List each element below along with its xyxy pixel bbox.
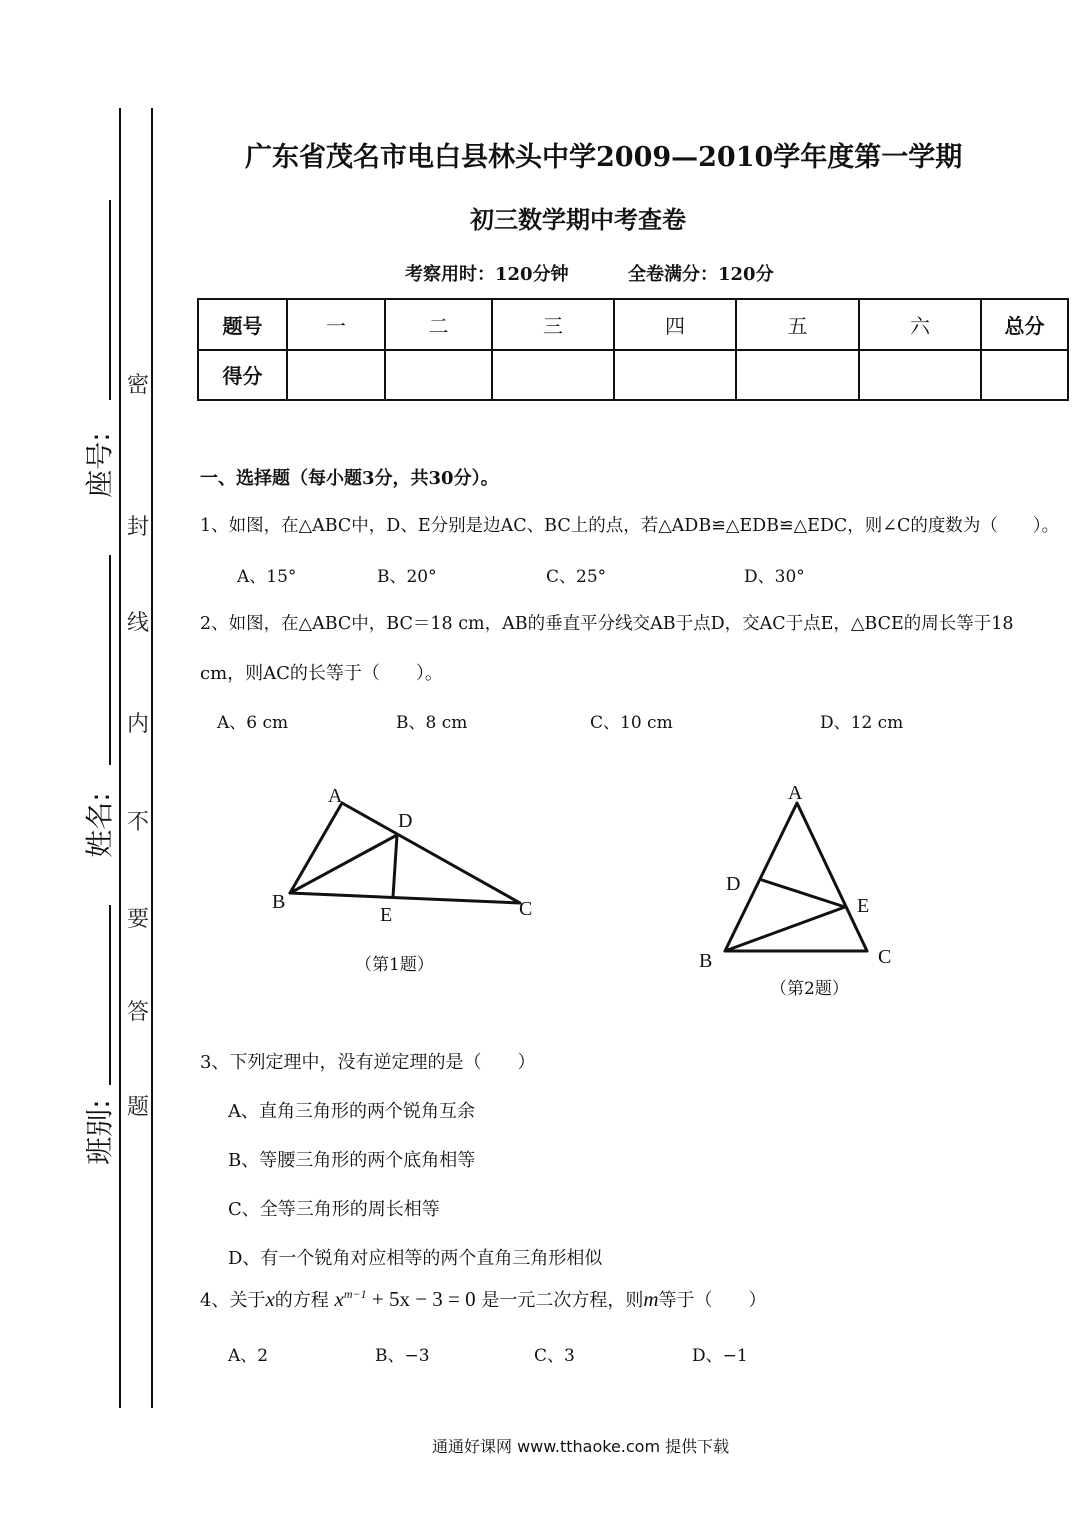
class-label: 班别: (83, 1099, 116, 1165)
binding-line-outer (119, 108, 121, 1408)
q4-prefix: 4、关于 (200, 1290, 266, 1311)
fig1-label-e: E (380, 904, 393, 926)
fig1-segment-de (393, 835, 397, 897)
cell-section-6: 六 (859, 299, 981, 350)
cell-total-label: 总分 (981, 299, 1068, 350)
q4-var-m: m (643, 1287, 659, 1311)
score-field-5[interactable] (736, 350, 859, 401)
fig2-label-d: D (726, 873, 741, 895)
seal-char-2: 封 (126, 515, 149, 540)
cell-question-number-label: 题号 (198, 299, 287, 350)
q1-option-b: B、20° (377, 567, 437, 587)
cell-section-2: 二 (385, 299, 492, 350)
exam-subtitle: 初三数学期中考查卷 (470, 205, 686, 234)
q4-eq-rest: + 5x − 3 = 0 (366, 1287, 476, 1311)
q4-option-c: C、3 (534, 1346, 575, 1366)
seal-char-4: 内 (126, 712, 149, 737)
q2-option-a: A、6 cm (217, 713, 289, 733)
seat-label: 座号: (83, 432, 116, 498)
seal-char-6: 要 (126, 907, 149, 932)
time-info: 考察用时：120分钟 (405, 264, 569, 285)
q2-option-d: D、12 cm (820, 713, 904, 733)
q4-option-a: A、2 (228, 1346, 269, 1366)
fig1-label-a: A (328, 785, 343, 807)
q4-eq-exponent: m−1 (343, 1287, 367, 1301)
binding-line-inner (151, 108, 153, 1408)
q1-option-c: C、25° (546, 567, 607, 587)
fig2-segment-de (762, 880, 845, 907)
q3-option-a: A、直角三角形的两个锐角互余 (228, 1101, 475, 1122)
score-field-6[interactable] (859, 350, 981, 401)
fig2-label-c: C (878, 946, 892, 968)
name-label: 姓名: (83, 792, 116, 858)
fig2-label-e: E (857, 895, 870, 917)
score-info: 全卷满分：120分 (628, 264, 774, 285)
score-table-header-row (198, 299, 1068, 350)
class-underline (109, 905, 111, 1085)
seal-char-1: 密 (126, 373, 149, 398)
name-underline (109, 555, 111, 765)
q4-option-d: D、−1 (692, 1346, 748, 1366)
question-4-text (200, 1286, 767, 1312)
q4-var-x: x (265, 1287, 275, 1311)
exam-title: 广东省茂名市电白县林头中学2009—2010学年度第一学期 (245, 142, 963, 173)
cell-section-4: 四 (614, 299, 736, 350)
score-field-2[interactable] (385, 350, 492, 401)
seal-char-8: 题 (126, 1095, 149, 1120)
figure-2-caption: （第2题） (770, 979, 849, 999)
figure-1-caption: （第1题） (355, 955, 434, 975)
score-table (197, 298, 1069, 401)
q4-option-b: B、−3 (375, 1346, 430, 1366)
question-3-text: 3、下列定理中，没有逆定理的是（ ） (200, 1052, 536, 1073)
seal-char-3: 线 (126, 611, 149, 636)
question-2-text-line1: 2、如图，在△ABC中，BC＝18 cm，AB的垂直平分线交AB于点D，交AC于点E，△BCE的周长等于18 (200, 614, 1014, 634)
score-field-total[interactable] (981, 350, 1068, 401)
cell-section-5: 五 (736, 299, 859, 350)
q4-end: 等于（ ） (658, 1290, 767, 1311)
fig1-label-d: D (398, 810, 413, 832)
fig1-label-c: C (519, 898, 533, 920)
section-1-heading: 一、选择题（每小题3分，共30分）。 (200, 468, 499, 489)
q1-option-a: A、15° (237, 567, 297, 587)
q2-option-c: C、10 cm (590, 713, 673, 733)
q3-option-d: D、有一个锐角对应相等的两个直角三角形相似 (228, 1248, 603, 1269)
figure-2-diagram (690, 775, 910, 975)
seat-underline (109, 200, 111, 400)
question-1-text: 1、如图，在△ABC中，D、E分别是边AC、BC上的点，若△ADB≌△EDB≌△EDC，则∠C的度数为（ ）。 (200, 516, 1060, 536)
fig2-triangle-abc (725, 803, 870, 951)
q4-equation (335, 1287, 476, 1311)
seal-char-5: 不 (126, 810, 149, 835)
footer-text: 通通好课网 www.tthaoke.com 提供下载 (432, 1437, 730, 1456)
q3-option-c: C、全等三角形的周长相等 (228, 1199, 440, 1220)
score-field-4[interactable] (614, 350, 736, 401)
score-table-score-row (198, 350, 1068, 401)
q2-option-b: B、8 cm (396, 713, 468, 733)
fig2-label-b: B (699, 950, 713, 972)
seal-char-7: 答 (126, 1000, 149, 1025)
score-field-3[interactable] (492, 350, 614, 401)
cell-section-1: 一 (287, 299, 385, 350)
q4-eq-base: x (334, 1287, 344, 1311)
fig1-label-b: B (272, 891, 286, 913)
q4-suffix: 是一元二次方程，则 (481, 1290, 644, 1311)
q3-option-b: B、等腰三角形的两个底角相等 (228, 1150, 476, 1171)
question-2-text-line2: cm，则AC的长等于（ ）。 (200, 663, 443, 684)
q4-mid: 的方程 (274, 1290, 329, 1311)
fig2-label-a: A (788, 782, 803, 804)
score-field-1[interactable] (287, 350, 385, 401)
cell-score-label: 得分 (198, 350, 287, 401)
cell-section-3: 三 (492, 299, 614, 350)
q1-option-d: D、30° (744, 567, 805, 587)
figure-1-diagram (260, 775, 550, 935)
